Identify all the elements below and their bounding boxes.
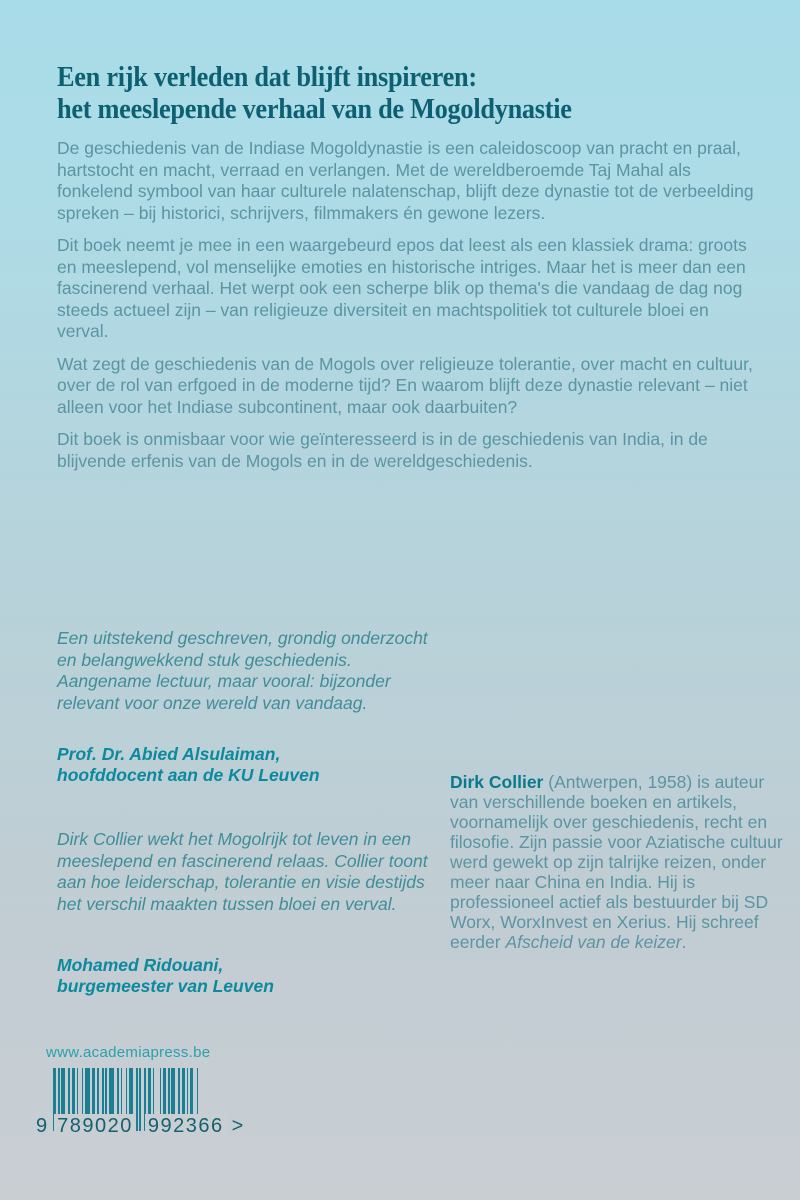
review-attribution-2 bbox=[57, 955, 274, 997]
blurb-paragraph: Dit boek is onmisbaar voor wie geïnteresseerd is in de geschiedenis van India, in de blijvende erfenis van de Mogols en in de wereldgeschiedenis. bbox=[57, 429, 708, 471]
author-bio-end: . bbox=[681, 932, 687, 952]
isbn-group1: 789020 bbox=[54, 1114, 136, 1138]
reviewer-name: Mohamed Ridouani, bbox=[57, 955, 224, 975]
review-quote-2: Dirk Collier wekt het Mogolrijk tot leven in een meeslepend en fascinerend relaas. Collier toont aan hoe leiderschap, tolerantie en visie destijds het verschil maakten tussen bloei en verval. bbox=[57, 829, 428, 914]
publisher-website: www.academiapress.be bbox=[46, 1044, 211, 1061]
blurb-paragraph: Dit boek neemt je mee in een waargebeurd epos dat leest als een klassiek drama: groots en meeslepend, vol menselijke emoties en historische intriges. Maar het is meer dan een fascinerend verhaal. Het werpt ook een scherpe blik op thema's die vandaag de dag nog steeds actueel zijn – van religieuze diversiteit en machtspolitiek tot culturele bloei en verval. bbox=[57, 235, 747, 341]
author-bio-text: is auteur van verschillende boeken en artikels, voornamelijk over geschiedenis, recht en filosofie. Zijn passie voor Aziatische cultuur werd gewekt op zijn talrijke reizen, onder meer naar China en India. Hij is professioneel actief als bestuurder bij SD Worx, WorxInvest en Xerius. Hij schreef eerder bbox=[450, 772, 783, 952]
author-origin: (Antwerpen, 1958) bbox=[543, 772, 698, 792]
isbn-group2: 992366 bbox=[145, 1114, 227, 1138]
review-quote-1: Een uitstekend geschreven, grondig onderzocht en belangwekkend stuk geschiedenis. Aangename lectuur, maar vooral: bijzonder relevant voor onze wereld van vandaag. bbox=[57, 628, 428, 713]
previous-book-title: Afscheid van de keizer bbox=[505, 932, 682, 952]
isbn-number bbox=[36, 1112, 244, 1138]
reviewer-role: hoofddocent aan de KU Leuven bbox=[57, 765, 320, 785]
blurb-paragraph: Wat zegt de geschiedenis van de Mogols over religieuze tolerantie, over macht en cultuur, over de rol van erfgoed in de moderne tijd? En waarom blijft deze dynastie relevant – niet alleen voor het Indiase subcontinent, maar ook daarbuiten? bbox=[57, 353, 753, 417]
cover-title-line1: Een rijk verleden dat blijft inspireren: bbox=[57, 62, 477, 93]
reviewer-role: burgemeester van Leuven bbox=[57, 976, 274, 996]
isbn-suffix-mark: > bbox=[231, 1115, 244, 1137]
isbn-prefix-digit: 9 bbox=[36, 1115, 48, 1137]
author-name: Dirk Collier bbox=[450, 772, 544, 792]
blurb-paragraph: De geschiedenis van de Indiase Mogoldynastie is een caleidoscoop van pracht en praal, hartstocht en macht, verraad en verlangen. Met de wereldberoemde Taj Mahal als fonkelend symbool van haar culturele nalatenschap, blijft deze dynastie tot de verbeelding spreken – bij historici, schrijvers, filmmakers én gewone lezers. bbox=[57, 138, 754, 223]
reviewer-name: Prof. Dr. Abied Alsulaiman, bbox=[57, 744, 281, 764]
isbn-barcode bbox=[36, 1068, 244, 1142]
review-attribution-1 bbox=[57, 744, 320, 786]
cover-title bbox=[57, 62, 572, 126]
cover-title-line2: het meeslepende verhaal van de Mogoldynastie bbox=[57, 94, 572, 125]
author-bio bbox=[450, 772, 785, 952]
blurb bbox=[57, 138, 757, 483]
